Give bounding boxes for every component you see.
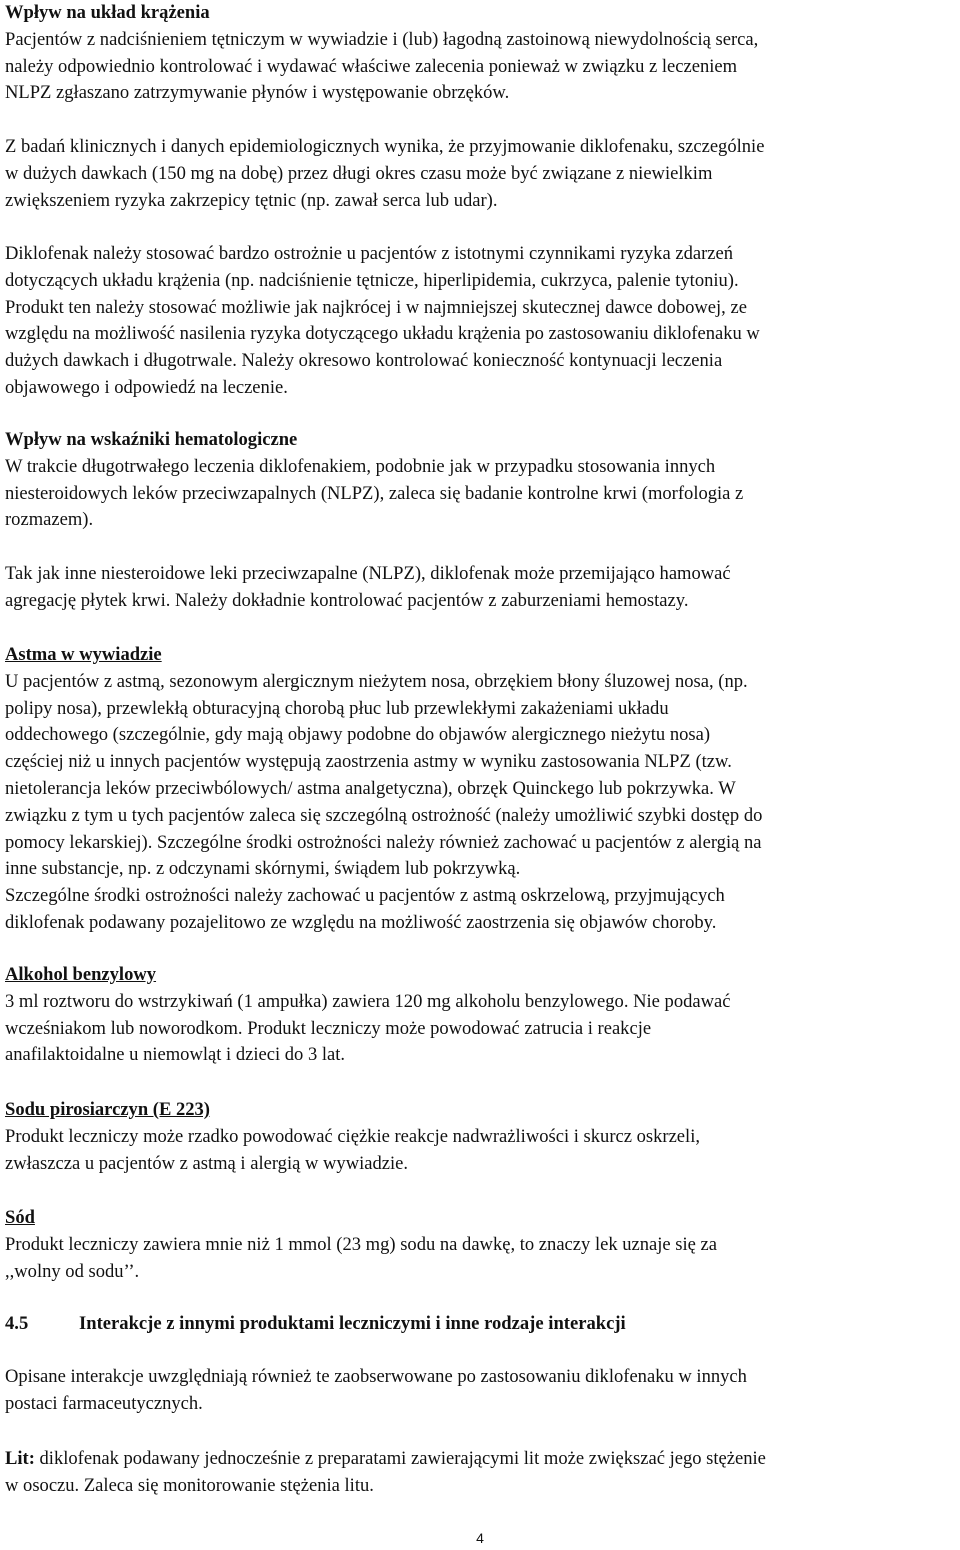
- page-number: 4: [476, 1530, 484, 1546]
- hemat-p2-line: Tak jak inne niesteroidowe leki przeciwzapalne (NLPZ), diklofenak może przemijająco hamować: [5, 563, 731, 584]
- cardio-p1-line: Pacjentów z nadciśnieniem tętniczym w wywiadzie i (lub) łagodną zastoinową niewydolnością serca,: [5, 28, 759, 50]
- cardio-p1-line: należy odpowiednio kontrolować i wydawać właściwe zalecenia ponieważ w związku z leczeniem: [5, 55, 738, 77]
- cardio-p2-line: zwiększeniem ryzyka zakrzepicy tętnic (np. zawał serca lub udar).: [5, 189, 498, 211]
- alkohol-line: 3 ml roztworu do wstrzykiwań (1 ampułka) zawiera 120 mg alkoholu benzylowego. Nie podawać: [5, 990, 731, 1012]
- lit-line: [5, 1446, 955, 1473]
- astma-line: Szczególne środki ostrożności należy zachować u pacjentów z astmą oskrzelową, przyjmujących: [5, 885, 725, 907]
- cardio-p3: [5, 241, 957, 402]
- astma-line: inne substancje, np. z odczynami skórnymi, świądem lub pokrzywką.: [5, 858, 521, 880]
- cardio-p3-line: objawowego i odpowiedź na leczenie.: [5, 376, 288, 398]
- alkohol-heading: Alkohol benzylowy: [5, 964, 157, 985]
- astma-line: oddechowego (szczególnie, gdy mają objawy podobne do objawów alergicznego nieżytu nosa): [5, 724, 711, 746]
- lit-paragraph: [5, 1446, 957, 1500]
- hemat-p1-line: rozmazem).: [5, 509, 94, 531]
- astma-line: pomocy lekarskiej). Szczególne środki ostrożności należy również zachować u pacjentów z alergią na: [5, 831, 762, 853]
- hemat-heading: Wpływ na wskaźniki hematologiczne: [5, 429, 298, 450]
- cardio-p3-line: dużych dawkach i długotrwale. Należy okresowo kontrolować konieczność kontynuacji leczenia: [5, 350, 723, 372]
- lit-text: diklofenak podawany jednocześnie z preparatami zawierającymi lit może zwiększać jego stężenie: [34, 1448, 766, 1469]
- astma-line: częściej niż u innych pacjentów występują zaostrzenia astmy w wyniku zastosowania NLPZ (tzw.: [5, 751, 732, 773]
- hemat-p1-line: W trakcie długotrwałego leczenia diklofenakiem, podobnie jak w przypadku stosowania innych: [5, 455, 716, 477]
- sod-heading: Sód: [5, 1207, 35, 1228]
- astma-line: diklofenak podawany pozajelitowo ze względu na możliwość zaostrzenia się objawów choroby.: [5, 911, 717, 933]
- cardio-p3-line: Produkt ten należy stosować możliwie jak najkrócej i w najmniejszej skutecznej dawce dobowej, ze: [5, 296, 747, 318]
- sodu-section: [5, 1097, 957, 1177]
- astma-section: [5, 642, 957, 937]
- section-title: Interakcje z innymi produktami leczniczymi i inne rodzaje interakcji: [79, 1313, 626, 1334]
- sodu-line: Produkt leczniczy może rzadko powodować ciężkie reakcje nadwrażliwości i skurcz oskrzeli,: [5, 1125, 700, 1147]
- sodu-line: zwłaszcza u pacjentów z astmą i alergią w wywiadzie.: [5, 1152, 409, 1174]
- section45-line: postaci farmaceutycznych.: [5, 1392, 203, 1414]
- hemat-p2: [5, 561, 957, 615]
- astma-line: związku z tym u tych pacjentów zaleca się szczególną ostrożność (należy umożliwić szybki dostęp do: [5, 804, 763, 826]
- cardio-heading-block: [5, 0, 957, 107]
- alkohol-line: anafilaktoidalne u niemowląt i dzieci do 3 lat.: [5, 1044, 346, 1066]
- cardio-p2-line: w dużych dawkach (150 mg na dobę) przez długi okres czasu może być związane z niewielkim: [5, 162, 713, 184]
- lit-label: Lit:: [5, 1448, 35, 1469]
- section45-p1: [5, 1364, 957, 1418]
- alkohol-line: wcześniakom lub noworodkom. Produkt leczniczy może powodować zatrucia i reakcje: [5, 1017, 652, 1039]
- section-number: 4.5: [5, 1313, 29, 1334]
- cardio-p3-line: Diklofenak należy stosować bardzo ostrożnie u pacjentów z istotnymi czynnikami ryzyka zdarzeń: [5, 243, 734, 264]
- cardio-heading: Wpływ na układ krążenia: [5, 2, 210, 23]
- alkohol-section: [5, 962, 957, 1069]
- sod-line: ,,wolny od sodu’’.: [5, 1260, 140, 1282]
- section45-line: Opisane interakcje uwzględniają również te zaobserwowane po zastosowaniu diklofenaku w innych: [5, 1366, 747, 1387]
- sod-line: Produkt leczniczy zawiera mnie niż 1 mmol (23 mg) sodu na dawkę, to znaczy lek uznaje się za: [5, 1233, 718, 1255]
- hemat-p2-line: agregację płytek krwi. Należy dokładnie kontrolować pacjentów z zaburzeniami hemostazy.: [5, 589, 689, 611]
- cardio-p3-line: względu na możliwość nasilenia ryzyka dotyczącego układu krążenia po zastosowaniu diklofenaku w: [5, 323, 760, 345]
- astma-line: U pacjentów z astmą, sezonowym alergicznym nieżytem nosa, obrzękiem błony śluzowej nosa, (np.: [5, 670, 748, 692]
- hemat-section: [5, 427, 957, 534]
- astma-line: polipy nosa), przewlekłą obturacyjną chorobą płuc lub przewlekłymi zakażeniami układu: [5, 697, 669, 719]
- cardio-p3-line: dotyczących układu krążenia (np. nadciśnienie tętnicze, hiperlipidemia, cukrzyca, palenie tytoniu).: [5, 269, 739, 291]
- astma-heading: Astma w wywiadzie: [5, 644, 162, 665]
- sod-section: [5, 1205, 957, 1285]
- hemat-p1-line: niesteroidowych leków przeciwzapalnych (NLPZ), zaleca się badanie kontrolne krwi (morfologia z: [5, 482, 744, 504]
- cardio-p1-line: NLPZ zgłaszano zatrzymywanie płynów i występowanie obrzęków.: [5, 82, 510, 104]
- astma-line: nietolerancja leków przeciwbólowych/ astma analgetyczna), obrzęk Quinckego lub pokrzywka. W: [5, 777, 736, 799]
- sodu-heading: Sodu pirosiarczyn (E 223): [5, 1099, 210, 1120]
- cardio-p2-line: Z badań klinicznych i danych epidemiologicznych wynika, że przyjmowanie diklofenaku, szczególnie: [5, 136, 765, 157]
- lit-line: w osoczu. Zaleca się monitorowanie stężenia litu.: [5, 1474, 374, 1496]
- cardio-p2: [5, 134, 957, 214]
